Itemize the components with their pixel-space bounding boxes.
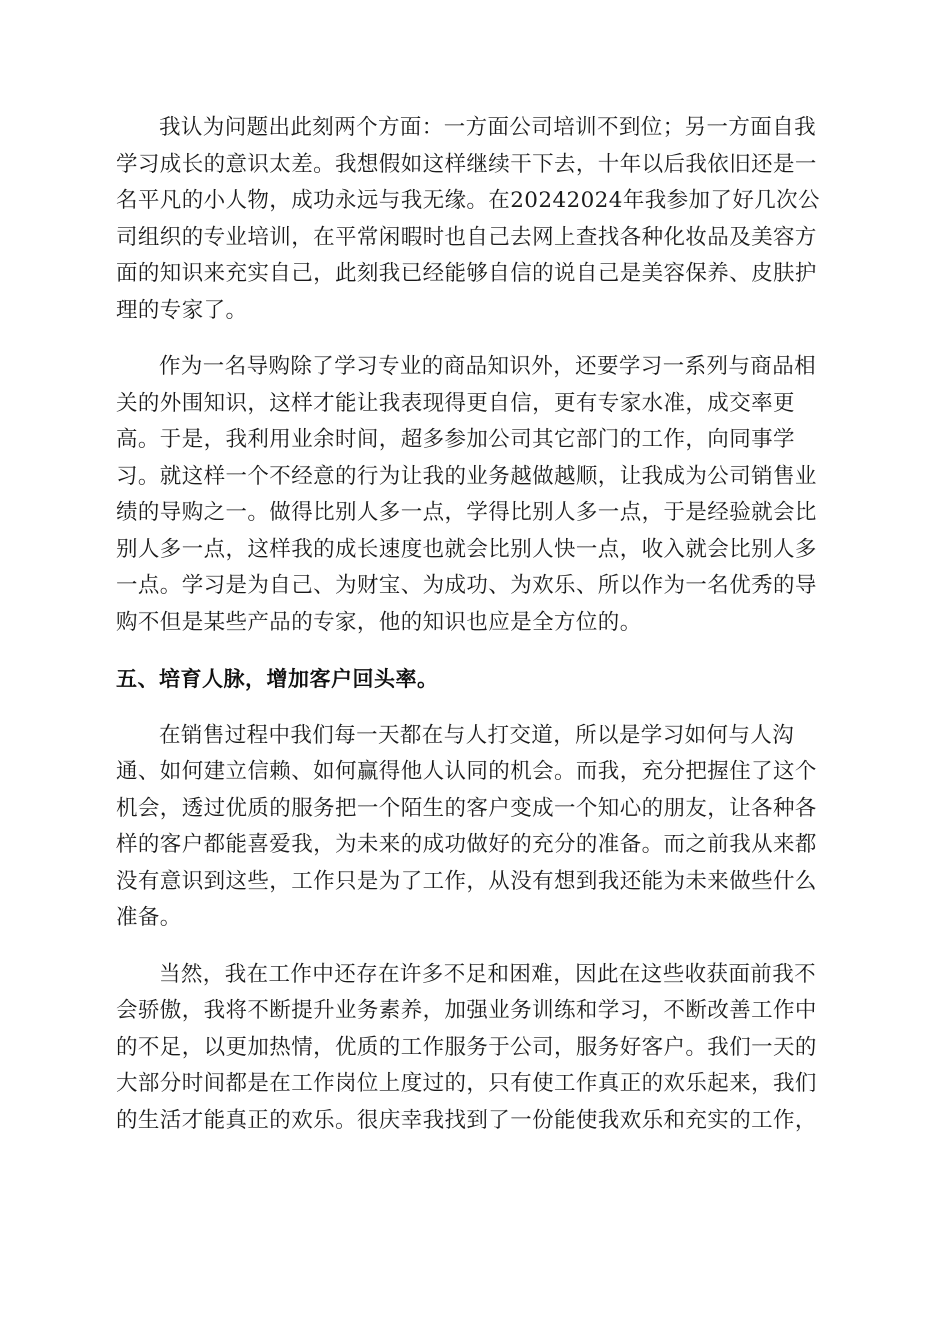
text-line: 没有意识到这些，工作只是为了工作，从没有想到我还能为未来做些什么 [116, 868, 817, 894]
text-line: 机会，透过优质的服务把一个陌生的客户变成一个知心的朋友，让各种各 [116, 795, 817, 821]
text-line: 理的专家了。 [116, 297, 248, 323]
text-line: 通、如何建立信赖、如何赢得他人认同的机会。而我，充分把握住了这个 [116, 759, 817, 784]
text-line: 的生活才能真正的欢乐。很庆幸我找到了一份能使我欢乐和充实的工作， [116, 1107, 817, 1133]
text-line: 在销售过程中我们每一天都在与人打交道，所以是学习如何与人沟 [159, 722, 795, 748]
document-body [116, 110, 836, 1159]
text-line: 习。就这样一个不经意的行为让我的业务越做越顺，让我成为公司销售业 [116, 463, 817, 489]
text-line: 会骄傲，我将不断提升业务素养，加强业务训练和学习，不断改善工作中 [116, 998, 817, 1023]
text-line: 面的知识来充实自己，此刻我已经能够自信的说自己是美容保养、皮肤护 [116, 261, 817, 286]
text-line: 别人多一点，这样我的成长速度也就会比别人快一点，收入就会比别人多 [116, 536, 817, 562]
text-line: 作为一名导购除了学习专业的商品知识外，还要学习一系列与商品相 [159, 354, 817, 379]
text-line: 一点。学习是为自己、为财宝、为成功、为欢乐、所以作为一名优秀的导 [116, 573, 817, 598]
text-line: 购不但是某些产品的专家，他的知识也应是全方位的。 [116, 609, 642, 635]
paragraph-relationships [116, 718, 836, 937]
text-line: 的不足，以更加热情，优质的工作服务于公司，服务好客户。我们一天的 [116, 1034, 817, 1060]
text-line: 司组织的专业培训，在平常闲暇时也自己去网上查找各种化妆品及美容方 [116, 224, 817, 250]
text-line: 当然，我在工作中还存在许多不足和困难，因此在这些收获面前我不 [159, 961, 817, 987]
text-line: 高。于是，我利用业余时间，超多参加公司其它部门的工作，向同事学 [116, 427, 795, 452]
text-line: 学习成长的意识太差。我想假如这样继续干下去，十年以后我依旧还是一 [116, 151, 817, 177]
text-line: 我认为问题出此刻两个方面：一方面公司培训不到位；另一方面自我 [159, 115, 817, 140]
paragraph-learning [116, 349, 836, 641]
text-line: 名平凡的小人物，成功永远与我无缘。在20242024年我参加了好几次公 [116, 188, 820, 213]
text-line: 准备。 [116, 905, 182, 930]
paragraph-conclusion [116, 957, 836, 1140]
text-line: 样的客户都能喜爱我，为未来的成功做好的充分的准备。而之前我从来都 [116, 832, 817, 857]
text-line: 大部分时间都是在工作岗位上度过的，只有使工作真正的欢乐起来，我们 [116, 1071, 817, 1096]
text-line: 关的外围知识，这样才能让我表现得更自信，更有专家水准，成交率更 [116, 390, 795, 416]
paragraph-training [116, 110, 836, 329]
section-heading: 五、培育人脉，增加客户回头率。 [116, 667, 439, 691]
text-line: 绩的导购之一。做得比别人多一点，学得比别人多一点，于是经验就会比 [116, 500, 817, 525]
